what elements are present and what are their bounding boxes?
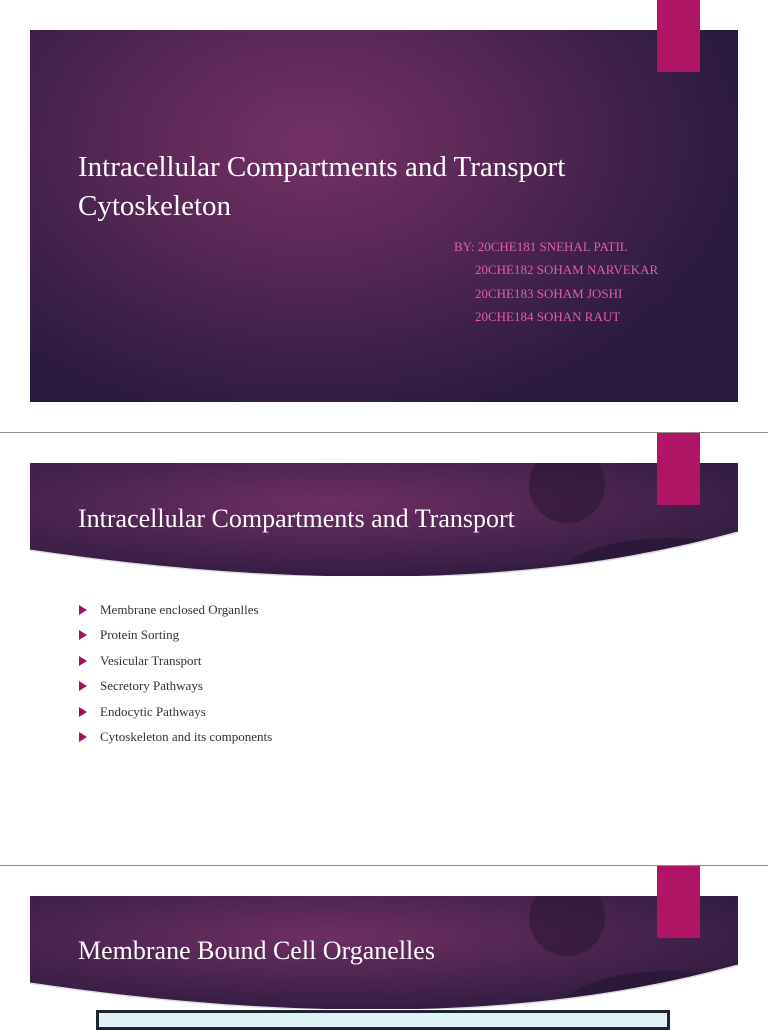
slide-title: Intracellular Compartments and Transport	[78, 504, 515, 533]
list-item-text: Vesicular Transport	[100, 652, 202, 668]
list-item-text: Protein Sorting	[100, 627, 180, 643]
slide-3-organelles	[0, 866, 768, 1024]
author-line: BY: 20CHE181 SNEHAL PATIL	[454, 239, 628, 254]
list-item	[78, 673, 272, 698]
triangle-bullet-icon	[79, 707, 87, 717]
title-line-1: Intracellular Compartments and Transport	[78, 151, 566, 183]
content-box-top	[96, 1010, 670, 1030]
list-item-text: Cytoskeleton and its components	[100, 728, 273, 744]
list-item	[78, 699, 272, 724]
triangle-bullet-icon	[79, 630, 87, 640]
triangle-bullet-icon	[79, 681, 87, 691]
triangle-bullet-icon	[79, 732, 87, 742]
triangle-bullet-icon	[79, 656, 87, 666]
topic-list	[78, 597, 272, 749]
author-line: 20CHE184 SOHAN RAUT	[475, 308, 621, 324]
presentation-title	[78, 148, 565, 226]
list-item	[78, 597, 272, 622]
list-item-text: Secretory Pathways	[100, 678, 203, 694]
accent-tab	[657, 866, 700, 938]
slide-title: Membrane Bound Cell Organelles	[78, 936, 435, 965]
author-list	[454, 235, 658, 328]
list-item-text: Membrane enclosed Organlles	[100, 602, 259, 617]
list-item	[78, 622, 272, 647]
accent-tab	[657, 433, 700, 505]
list-item-text: Endocytic Pathways	[100, 703, 206, 719]
accent-tab	[657, 0, 700, 72]
list-item	[78, 724, 272, 749]
list-item	[78, 648, 272, 673]
slide-1-title	[0, 0, 768, 432]
title-line-2: Cytoskeleton	[78, 190, 232, 222]
author-line: 20CHE183 SOHAM JOSHI	[475, 285, 623, 301]
author-line: 20CHE182 SOHAM NARVEKAR	[475, 262, 659, 278]
triangle-bullet-icon	[79, 605, 87, 615]
